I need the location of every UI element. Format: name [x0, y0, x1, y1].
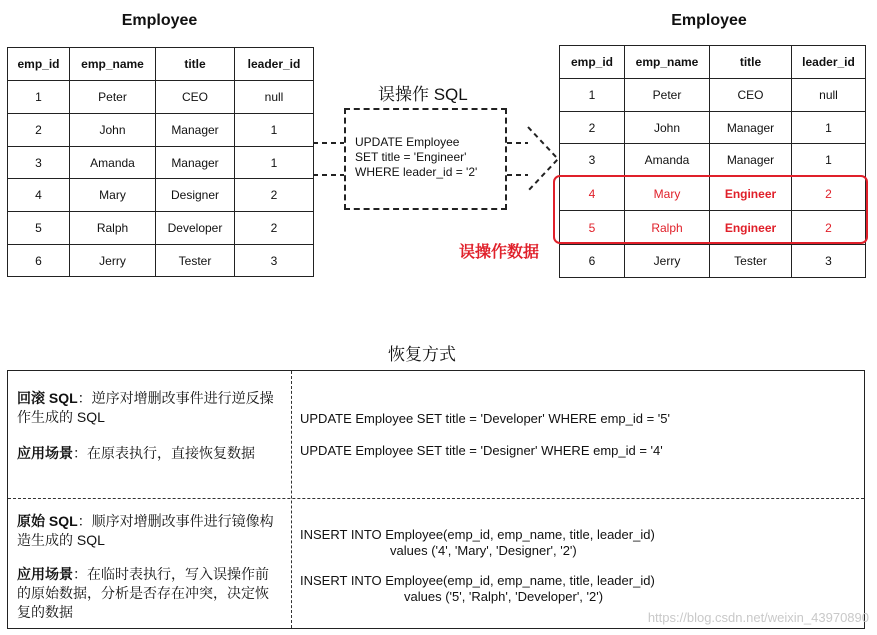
table-cell: 2 [560, 112, 625, 144]
table-cell: Tester [156, 245, 235, 277]
table-cell: 2 [792, 211, 866, 245]
table-cell: 5 [560, 211, 625, 245]
table-header-row [560, 46, 866, 79]
header-cell: emp_name [625, 46, 710, 79]
sql-line: INSERT INTO Employee(emp_id, emp_name, title, leader_id) [300, 527, 655, 542]
table-cell: 2 [235, 212, 314, 245]
table-cell: 3 [235, 245, 314, 277]
sql-line: UPDATE Employee [355, 135, 460, 149]
table-cell: 4 [560, 177, 625, 211]
table-cell: CEO [710, 79, 792, 112]
table-cell: 6 [8, 245, 70, 277]
rollback-sql-1: UPDATE Employee SET title = 'Developer' WHERE emp_id = '5' [300, 411, 670, 426]
header-cell: leader_id [235, 48, 314, 81]
header-cell: title [710, 46, 792, 79]
table-cell: Jerry [70, 245, 156, 277]
original-sql-description [17, 512, 279, 550]
table-cell: 1 [792, 112, 866, 144]
rollback-sql-name: 回滚 SQL [17, 390, 78, 406]
table-cell: CEO [156, 81, 235, 114]
table-cell: Peter [70, 81, 156, 114]
sql-line: values ('5', 'Ralph', 'Developer', '2') [404, 589, 604, 604]
table-cell: John [625, 112, 710, 144]
rollback-sql-desc: ：逆序对增删改事件进行逆反操作生成的 SQL [17, 390, 274, 425]
table-cell: 2 [8, 114, 70, 147]
recovery-title: 恢复方式 [388, 345, 456, 364]
original-scene-description [17, 565, 279, 622]
table-row [560, 144, 866, 177]
table-cell: Manager [710, 144, 792, 177]
misoperation-data-label: 误操作数据 [459, 244, 540, 261]
table-cell: 3 [8, 147, 70, 179]
header-cell: emp_id [560, 46, 625, 79]
table-cell: Manager [156, 114, 235, 147]
original-sql-desc: ：顺序对增删改事件进行镜像构造生成的 SQL [17, 513, 274, 548]
table-cell: Manager [710, 112, 792, 144]
table-cell: Amanda [70, 147, 156, 179]
misoperation-sql-label: 误操作 SQL [378, 85, 468, 104]
table-cell: John [70, 114, 156, 147]
recovery-table [7, 370, 865, 629]
rollback-scene-desc: ：在原表执行，直接恢复数据 [73, 445, 255, 461]
table-cell: 3 [792, 245, 866, 278]
table-cell: Mary [70, 179, 156, 212]
left-table-title: Employee [121, 12, 198, 29]
header-cell: title [156, 48, 235, 81]
sql-line: SET title = 'Engineer' [355, 150, 467, 164]
sql-line: WHERE leader_id = '2' [355, 165, 478, 179]
original-sql-name: 原始 SQL [17, 513, 78, 529]
misoperation-highlight-box [553, 175, 868, 244]
table-cell: Developer [156, 212, 235, 245]
table-cell: Ralph [70, 212, 156, 245]
table-cell: 5 [8, 212, 70, 245]
table-cell: Engineer [710, 211, 792, 245]
table-cell: 1 [8, 81, 70, 114]
original-sql-2 [300, 573, 655, 605]
table-cell: 1 [792, 144, 866, 177]
table-cell: Designer [156, 179, 235, 212]
rollback-scene-description [17, 444, 279, 463]
sql-line: values ('4', 'Mary', 'Designer', '2') [390, 543, 577, 558]
original-scene-label: 应用场景 [17, 566, 73, 582]
watermark: https://blog.csdn.net/weixin_43970890 [647, 610, 869, 625]
table-cell: 1 [560, 79, 625, 112]
table-row [560, 79, 866, 112]
rollback-sql-description [17, 389, 279, 427]
table-row [560, 245, 866, 278]
table-cell: Amanda [625, 144, 710, 177]
column-divider [291, 371, 292, 628]
table-cell: 3 [560, 144, 625, 177]
table-cell: null [235, 81, 314, 114]
header-cell: leader_id [792, 46, 866, 79]
table-cell: Tester [710, 245, 792, 278]
row-divider [8, 498, 864, 499]
table-row [560, 112, 866, 144]
table-cell: null [792, 79, 866, 112]
table-cell: Ralph [625, 211, 710, 245]
header-cell: emp_id [8, 48, 70, 81]
rollback-sql-2: UPDATE Employee SET title = 'Designer' WHERE emp_id = '4' [300, 443, 663, 458]
table-cell: Manager [156, 147, 235, 179]
table-cell: Jerry [625, 245, 710, 278]
table-cell: Mary [625, 177, 710, 211]
table-cell: Peter [625, 79, 710, 112]
table-cell: 6 [560, 245, 625, 278]
table-cell: 4 [8, 179, 70, 212]
table-cell: 1 [235, 147, 314, 179]
header-cell: emp_name [70, 48, 156, 81]
sql-line: INSERT INTO Employee(emp_id, emp_name, title, leader_id) [300, 573, 655, 588]
right-table-title: Employee [671, 12, 747, 29]
table-cell: 2 [792, 177, 866, 211]
original-scene-desc: ：在临时表执行，写入误操作前的原始数据，分析是否存在冲突，决定恢复的数据 [17, 566, 269, 620]
rollback-scene-label: 应用场景 [17, 445, 73, 461]
misoperation-sql-box [344, 108, 507, 210]
original-sql-1 [300, 527, 655, 559]
table-cell: 2 [235, 179, 314, 212]
table-cell: Engineer [710, 177, 792, 211]
table-cell: 1 [235, 114, 314, 147]
